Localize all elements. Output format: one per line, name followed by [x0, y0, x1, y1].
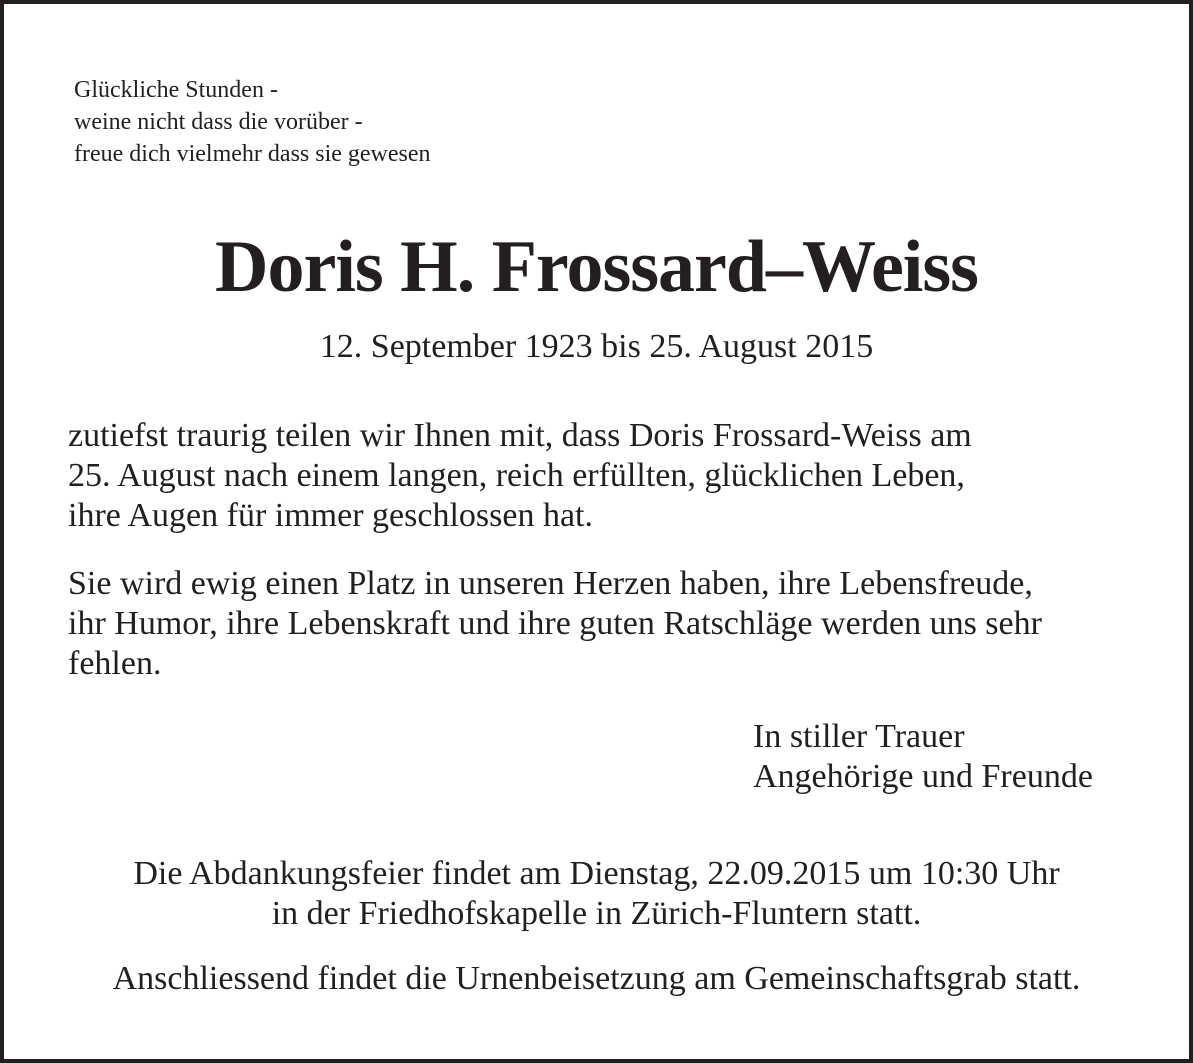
remembrance-paragraph — [68, 564, 1042, 684]
signoff-line: In stiller Trauer — [753, 718, 965, 755]
life-dates: 12. September 1923 bis 25. August 2015 — [319, 328, 874, 365]
paragraph-line: Sie wird ewig einen Platz in unseren Herzen haben, ihre Lebensfreude, — [68, 565, 1033, 602]
funeral-service-info — [4, 854, 1189, 934]
signoff-line: Angehörige und Freunde — [753, 758, 1093, 795]
paragraph-line: 25. August nach einem langen, reich erfüllten, glücklichen Leben, — [68, 457, 965, 494]
service-line: Die Abdankungsfeier findet am Dienstag, 22.09.2015 um 10:30 Uhr — [133, 855, 1060, 892]
poem-line: freue dich vielmehr dass sie gewesen — [74, 141, 431, 167]
burial-info: Anschliessend findet die Urnenbeisetzung am Gemeinschaftsgrab statt. — [112, 960, 1081, 997]
paragraph-line: zutiefst traurig teilen wir Ihnen mit, dass Doris Frossard-Weiss am — [68, 417, 972, 454]
service-line: in der Friedhofskapelle in Zürich-Fluntern statt. — [271, 895, 922, 932]
announcement-paragraph — [68, 416, 972, 536]
deceased-name: Doris H. Frossard–Weiss — [215, 226, 978, 308]
poem-line: Glückliche Stunden - — [74, 77, 278, 103]
epigraph-poem — [74, 74, 431, 170]
paragraph-line: fehlen. — [68, 645, 162, 682]
signoff — [753, 717, 1093, 797]
poem-line: weine nicht dass die vorüber - — [74, 109, 363, 135]
paragraph-line: ihre Augen für immer geschlossen hat. — [68, 497, 593, 534]
paragraph-line: ihr Humor, ihre Lebenskraft und ihre guten Ratschläge werden uns sehr — [68, 605, 1042, 642]
